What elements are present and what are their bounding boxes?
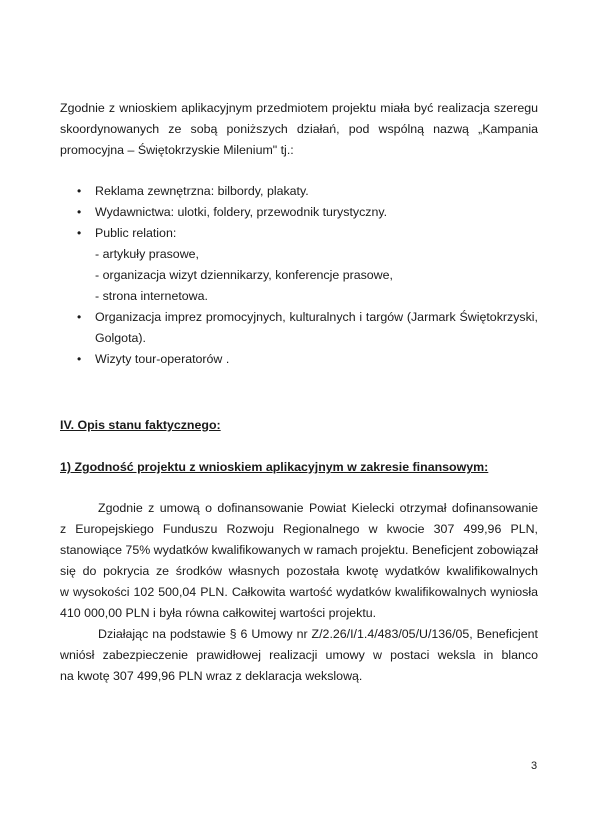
list-item: • Public relation: (60, 223, 538, 244)
para1-line: w wysokości 102 500,04 PLN. Całkowita wartość wydatków kwalifikowalnych wyniosła (60, 585, 538, 599)
section-heading: IV. Opis stanu faktycznego: (60, 418, 221, 432)
bullet-icon: • (77, 352, 82, 366)
list-item: • Wydawnictwa: ulotki, foldery, przewodnik turystyczny. (60, 202, 538, 223)
subsection-heading: 1) Zgodność projektu z wnioskiem aplikacyjnym w zakresie finansowym: (60, 460, 489, 474)
para2-line: wniósł zabezpieczenie prawidłowej realizacji umowy w postaci weksla in blanco (60, 648, 538, 662)
para1-line: 410 000,00 PLN i była równa całkowitej wartości projektu. (60, 606, 377, 620)
para1-line: z Europejskiego Funduszu Rozwoju Regionalnego w kwocie 307 499,96 PLN, (60, 522, 538, 536)
list-item: • Organizacja imprez promocyjnych, kulturalnych i targów (Jarmark Świętokrzyski, Golgota). (60, 307, 538, 349)
para1-line: Zgodnie z umową o dofinansowanie Powiat Kielecki otrzymał dofinansowanie (98, 501, 538, 515)
sub-list-item: - organizacja wizyt dziennikarzy, konferencje prasowe, (95, 268, 393, 282)
para2-line: na kwotę 307 499,96 PLN wraz z deklaracja wekslową. (60, 669, 363, 683)
intro-line-2: skoordynowanych ze sobą poniższych działań, pod wspólną nazwą „Kampania (60, 122, 538, 136)
page-number: 3 (531, 760, 538, 772)
intro-line-3: promocyjna – Świętokrzyskie Milenium" tj.: (60, 143, 294, 157)
bullet-icon: • (77, 205, 82, 219)
bullet-icon: • (77, 226, 82, 240)
sub-list-item: - strona internetowa. (95, 289, 208, 303)
bullet-icon: • (77, 184, 82, 198)
para1-line: się do pokrycia ze środków własnych pozostała kwotę wydatków kwalifikowalnych (60, 564, 538, 578)
list-item: • Wizyty tour-operatorów . (60, 349, 538, 370)
list-item: • Reklama zewnętrzna: bilbordy, plakaty. (60, 181, 538, 202)
bullet-icon: • (77, 310, 82, 324)
sub-list-item: - artykuły prasowe, (95, 247, 199, 261)
activities-list (60, 181, 538, 370)
intro-line-1: Zgodnie z wnioskiem aplikacyjnym przedmiotem projektu miała być realizacja szeregu (60, 101, 538, 115)
para1-line: stanowiące 75% wydatków kwalifikowanych w ramach projektu. Beneficjent zobowiązał (60, 543, 538, 557)
para2-line: Działając na podstawie § 6 Umowy nr Z/2.26/I/1.4/483/05/U/136/05, Beneficjent (98, 627, 538, 641)
